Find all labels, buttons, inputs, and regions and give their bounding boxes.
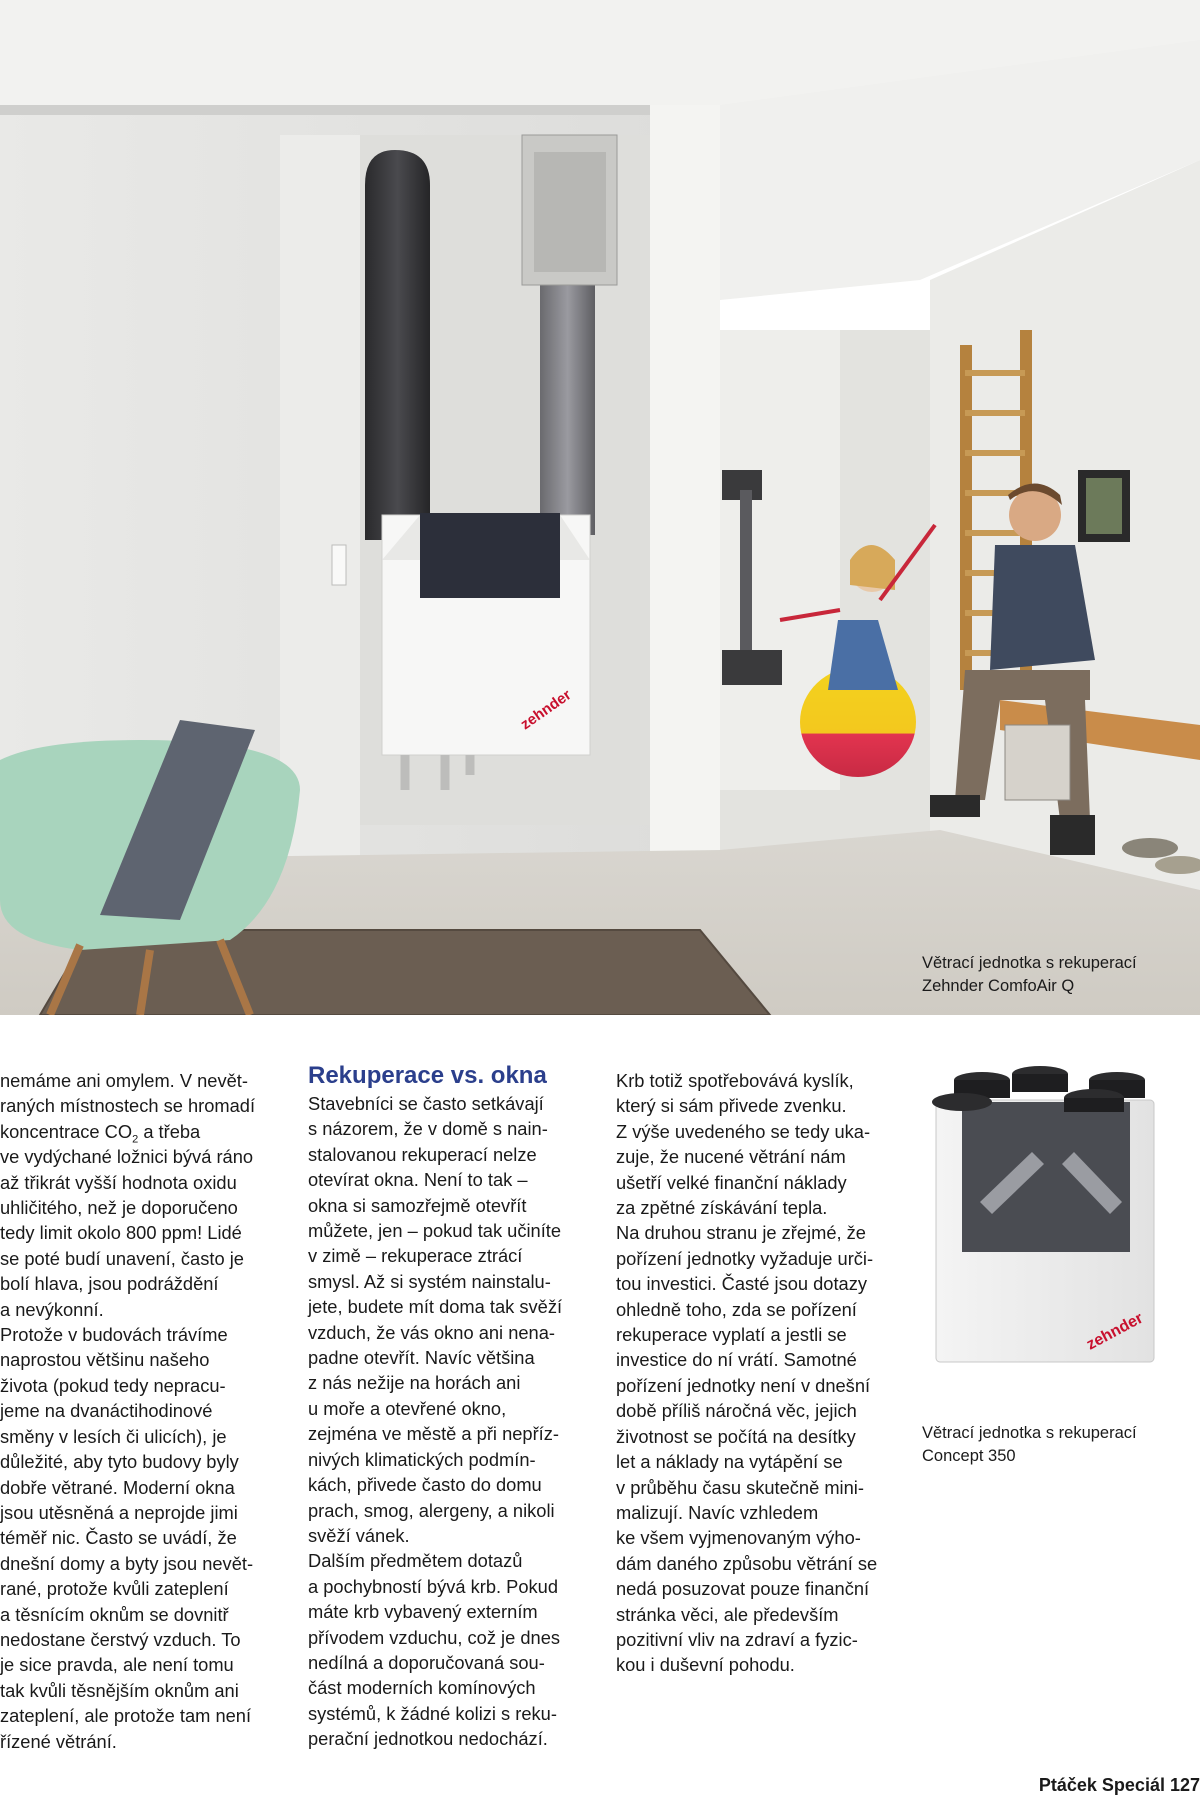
text-line: stalovanou rekuperací nelze (308, 1143, 537, 1165)
text-line: tou investici. Časté jsou dotazy (616, 1273, 867, 1295)
co2-subscript: 2 (132, 1133, 139, 1146)
text-line: okna si samozřejmě otevřít (308, 1194, 527, 1216)
product-caption (922, 1422, 1137, 1468)
text-line: a pochybností bývá krb. Pokud (308, 1575, 558, 1597)
text-line: máte krb vybavený externím (308, 1601, 538, 1623)
text-line: ohledně toho, zda se pořízení (616, 1298, 857, 1320)
text-line: Dalším předmětem dotazů (308, 1550, 523, 1572)
text-line: směny v lesích či ulicích), je (0, 1425, 227, 1447)
text-line: bolí hlava, jsou podráždění (0, 1273, 219, 1295)
text-line: v zimě – rekuperace ztrácí (308, 1245, 523, 1267)
text-line: se poté budí unavení, často je (0, 1247, 244, 1269)
product-photo (922, 1062, 1192, 1392)
text-line: který si sám přivede zvenku. (616, 1095, 847, 1117)
text-line: a těsnícím oknům se dovnitř (0, 1603, 229, 1625)
text-line: investice do ní vrátí. Samotné (616, 1349, 857, 1371)
text-line: rané, protože kvůli zateplení (0, 1578, 229, 1600)
text-line: malizují. Navíc vzhledem (616, 1501, 819, 1523)
text-line: zateplení, ale protože tam není (0, 1705, 252, 1727)
article-column-2 (308, 1061, 598, 1752)
text-line: nedá posuzovat pouze finanční (616, 1578, 870, 1600)
text-line: ve vydýchané ložnici bývá ráno (0, 1146, 254, 1168)
text-line: padne otevřít. Navíc většina (308, 1347, 535, 1369)
text-line: nedílná a doporučovaná sou- (308, 1651, 545, 1673)
text-line: s názorem, že v domě s nain- (308, 1118, 548, 1140)
text-line: pořízení jednotky není v dnešní (616, 1374, 871, 1396)
text-line: systémů, k žádné kolizi s reku- (308, 1702, 557, 1724)
text-line: otevírat okna. Není to tak – (308, 1169, 528, 1191)
text-line: kou i duševní pohodu. (616, 1654, 795, 1676)
text-line: za zpětné získávání tepla. (616, 1197, 828, 1219)
text-line: část moderních komínových (308, 1677, 536, 1699)
text-line: stránka věci, ale především (616, 1603, 839, 1625)
text-line: nivých klimatických podmín- (308, 1448, 536, 1470)
product-caption-line2: Concept 350 (922, 1447, 1016, 1465)
text-line: době příliš náročná věc, jejich (616, 1400, 857, 1422)
text-line: perační jednotkou nedochází. (308, 1728, 548, 1750)
text-line: pozitivní vliv na zdraví a fyzic- (616, 1628, 858, 1650)
text-line: téměř nic. Často se uvádí, že (0, 1527, 237, 1549)
text-line: dnešní domy a byty jsou nevět- (0, 1552, 254, 1574)
hero-caption-line2: Zehnder ComfoAir Q (922, 977, 1075, 995)
hero-caption-line1: Větrací jednotka s rekuperací (922, 954, 1137, 972)
text-line: dám daného způsobu větrání se (616, 1552, 878, 1574)
product-caption-line1: Větrací jednotka s rekuperací (922, 1424, 1137, 1442)
text-line: svěží vánek. (308, 1524, 410, 1546)
text-line: vzduch, že vás okno ani nena- (308, 1321, 555, 1343)
page-footer: Ptáček Speciál 127 (1038, 1775, 1200, 1795)
text-line: jete, budete mít doma tak svěží (308, 1296, 563, 1318)
text-line: ke všem vyjmenovaným výho- (616, 1527, 861, 1549)
svg-text:zehnder: zehnder (1083, 1309, 1147, 1354)
text-line: raných místnostech se hromadí (0, 1095, 256, 1117)
text-line: dobře větrané. Moderní okna (0, 1476, 235, 1498)
text-line: životnost se počítá na desítky (616, 1425, 856, 1447)
text-line: rekuperace vyplatí a jestli se (616, 1324, 847, 1346)
text-line: prach, smog, alergeny, a nikoli (308, 1499, 555, 1521)
text-line: života (pokud tedy nepracu- (0, 1374, 226, 1396)
text-line: tedy limit okolo 800 ppm! Lidé (0, 1222, 242, 1244)
text-line: zejména ve městě a při nepříz- (308, 1423, 559, 1445)
text-line: tak kvůli těsnějším oknům ani (0, 1679, 239, 1701)
section-heading: Rekuperace vs. okna (308, 1062, 547, 1089)
article-column-1 (0, 1068, 290, 1754)
text-line: ušetří velké finanční náklady (616, 1171, 847, 1193)
text-line: z nás nežije na horách ani (308, 1372, 521, 1394)
text-line: nemáme ani omylem. V nevět- (0, 1070, 248, 1091)
text-line: uhličitého, než je doporučeno (0, 1197, 238, 1219)
text-line: a nevýkonní. (0, 1298, 104, 1320)
text-line: jsou utěsněná a neprojde jimi (0, 1501, 238, 1523)
text-line: v průběhu času skutečně mini- (616, 1476, 864, 1498)
text-line: Z výše uvedeného se tedy uka- (616, 1120, 871, 1142)
text-line: kách, přivede často do domu (308, 1474, 542, 1496)
text-line: zuje, že nucené větrání nám (616, 1146, 846, 1168)
text-line: nedostane čerstvý vzduch. To (0, 1628, 241, 1650)
text-line: Na druhou stranu je zřejmé, že (616, 1222, 866, 1244)
text-line: smysl. Až si systém nainstalu- (308, 1270, 551, 1292)
text-line: důležité, aby tyto budovy byly (0, 1451, 239, 1473)
text-line: přívodem vzduchu, což je dnes (308, 1626, 561, 1648)
text-line: Protože v budovách trávíme (0, 1324, 228, 1346)
text-line: je sice pravda, ale není tomu (0, 1654, 234, 1676)
text-line-co2: koncentrace $CO_2$ a třeba (0, 1120, 201, 1146)
text-line: jeme na dvanáctihodinové (0, 1400, 213, 1422)
article-column-3 (616, 1068, 906, 1678)
text-line: řízené větrání. (0, 1730, 117, 1752)
text-line: pořízení jednotky vyžaduje urči- (616, 1247, 874, 1269)
text-line: Krb totiž spotřebovává kyslík, (616, 1070, 854, 1091)
text-line: až třikrát vyšší hodnota oxidu (0, 1171, 237, 1193)
text-line: u moře a otevřené okno, (308, 1397, 507, 1419)
text-line: můžete, jen – pokud tak učiníte (308, 1220, 562, 1242)
text-line: naprostou většinu našeho (0, 1349, 210, 1371)
text-line: let a náklady na vytápění se (616, 1451, 843, 1473)
svg-text:zehnder: zehnder (517, 686, 575, 734)
text-line: Stavebníci se často setkávají (308, 1093, 544, 1114)
